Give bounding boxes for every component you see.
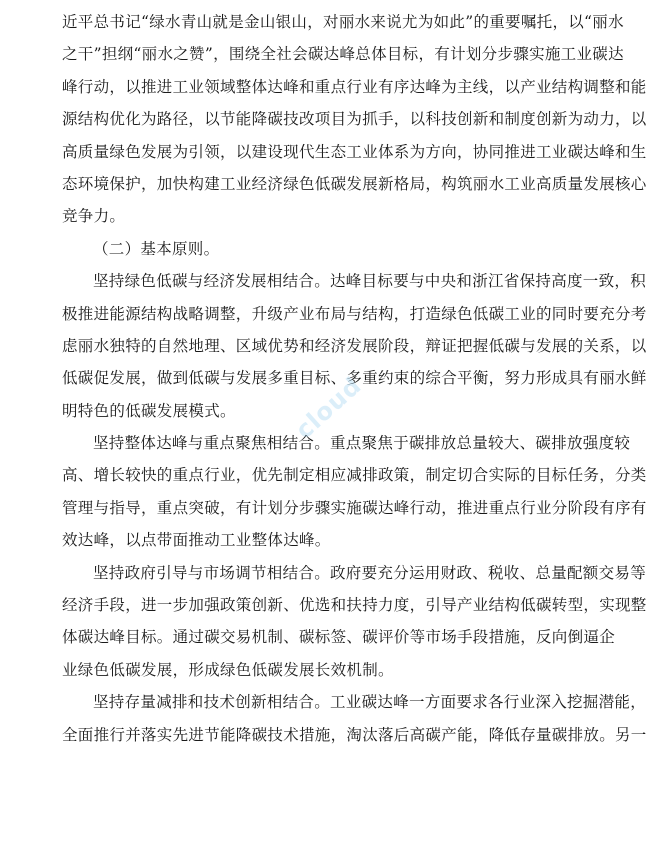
watermark-text: cloud [290,371,368,445]
text-line: 坚持整体达峰与重点聚焦相结合。重点聚焦于碳排放总量较大、碳排放强度较 [93,434,631,453]
text-line: 源结构优化为路径，以节能降碳技改项目为抓手，以科技创新和制度创新为动力，以 [62,110,647,129]
text-line: 竞争力。 [62,207,126,226]
text-line: 高、增长较快的重点行业，优先制定相应减排政策，制定切合实际的目标任务，分类 [62,466,647,485]
text-line: 坚持绿色低碳与经济发展相结合。达峰目标要与中央和浙江省保持高度一致，积 [93,272,647,291]
text-line: 低碳促发展，做到低碳与发展多重目标、多重约束的综合平衡，努力形成具有丽水鲜 [62,369,647,388]
text-line: 极推进能源结构战略调整，升级产业布局与结构，打造绿色低碳工业的同时要充分考 [62,304,647,323]
document-body [62,6,647,751]
text-line: 坚持政府引导与市场调节相结合。政府要充分运用财政、税收、总量配额交易等 [93,563,647,582]
text-line: 体碳达峰目标。通过碳交易机制、碳标签、碳评价等市场手段措施，反向倒逼企 [62,628,616,647]
text-line: 业绿色低碳发展，形成绿色低碳发展长效机制。 [62,660,394,679]
text-line: 之干”担纲“丽水之赞”，围绕全社会碳达峰总体目标，有计划分步骤实施工业碳达 [62,45,624,64]
text-line: 明特色的低碳发展模式。 [62,401,236,420]
text-line: 虑丽水独特的自然地理、区域优势和经济发展阶段，辩证把握低碳与发展的关系，以 [62,336,647,355]
text-line: 坚持存量减排和技术创新相结合。工业碳达峰一方面要求各行业深入挖掘潜能， [93,693,647,712]
text-line: 全面推行并落实先进节能降碳技术措施，淘汰落后高碳产能，降低存量碳排放。另一 [62,725,647,744]
text-line: 峰行动，以推进工业领域整体达峰和重点行业有序达峰为主线，以产业结构调整和能 [62,77,647,96]
text-line: 管理与指导，重点突破，有计划分步骤实施碳达峰行动，推进重点行业分阶段有序有 [62,498,647,517]
section-heading: （二）基本原则。 [93,239,220,258]
text-line: 经济手段，进一步加强政策创新、优选和扶持力度，引导产业结构低碳转型，实现整 [62,596,647,615]
text-line: 效达峰，以点带面推动工业整体达峰。 [62,531,331,550]
text-line: 态环境保护，加快构建工业经济绿色低碳发展新格局，构筑丽水工业高质量发展核心 [62,174,647,193]
text-line: 高质量绿色发展为引领，以建设现代生态工业体系为方向，协同推进工业碳达峰和生 [62,142,647,161]
text-line: 近平总书记“绿水青山就是金山银山，对丽水来说尤为如此”的重要嘱托，以“丽水 [62,13,624,31]
